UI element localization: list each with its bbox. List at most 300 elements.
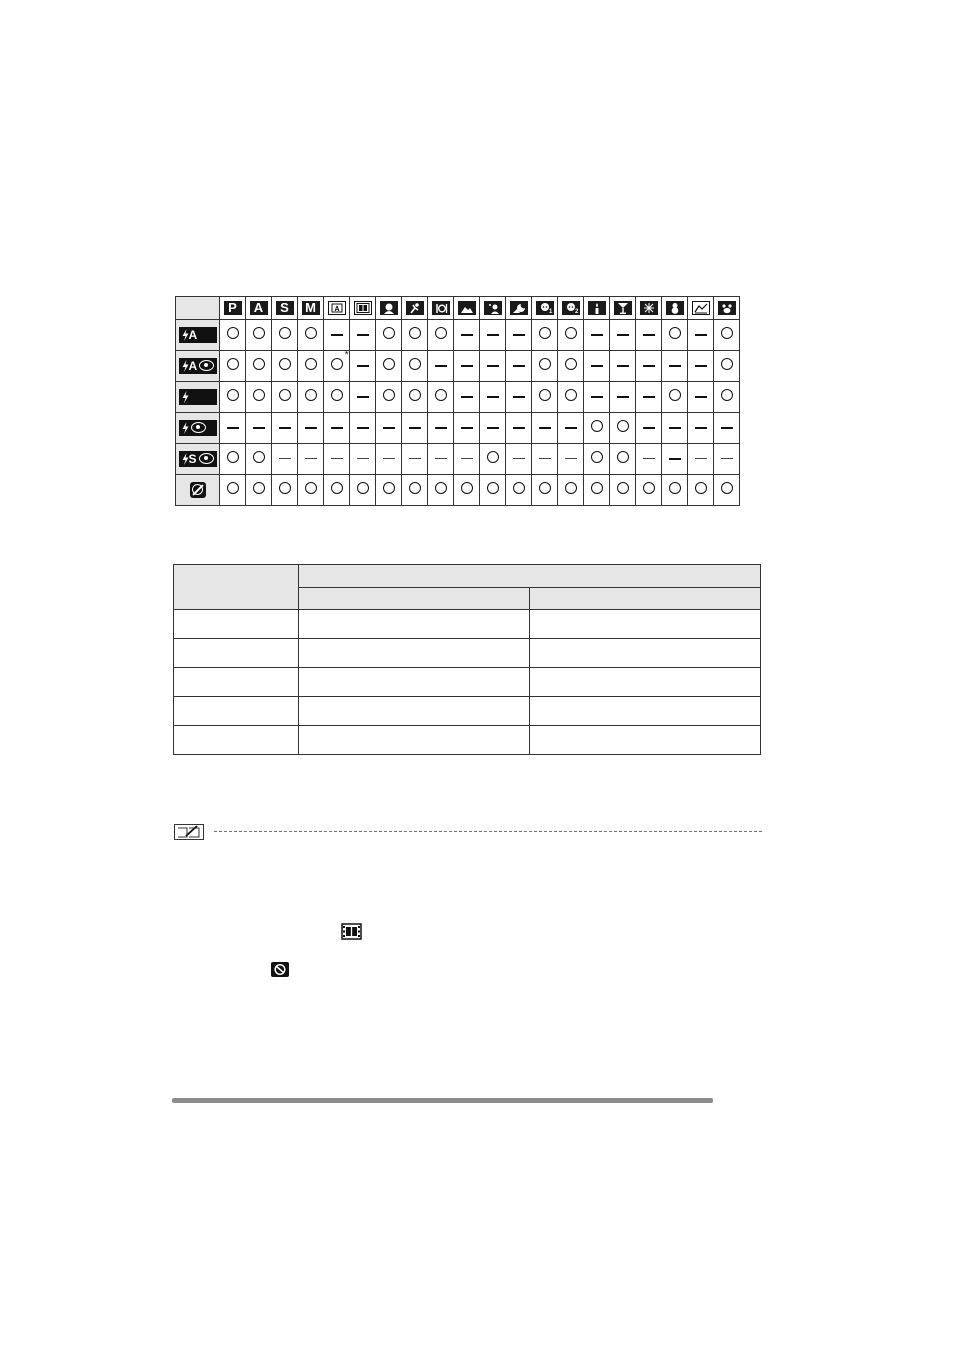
flash-mode-auto-cell (176, 320, 220, 351)
flash-row-auto (176, 320, 740, 351)
mode-aperture-icon: A (246, 297, 272, 320)
available-mark (591, 420, 603, 432)
available-mark (539, 358, 551, 370)
flash-row-forced-off (176, 475, 740, 506)
unavailable-mark (617, 396, 629, 398)
availability-cell (324, 475, 350, 506)
unavailable-mark (305, 458, 317, 459)
availability-cell (610, 382, 636, 413)
info-cell (530, 697, 761, 726)
availability-cell (272, 413, 298, 444)
availability-cell (246, 475, 272, 506)
availability-cell (350, 351, 376, 382)
mode-party-icon (610, 297, 636, 320)
availability-cell (688, 351, 714, 382)
flash-row-forced-on (176, 382, 740, 413)
unavailable-mark (695, 334, 707, 336)
available-mark (721, 389, 733, 401)
availability-cell (636, 382, 662, 413)
availability-cell (714, 475, 740, 506)
footer-rule (172, 1098, 713, 1103)
info-cell (299, 726, 530, 755)
available-mark (331, 482, 343, 494)
availability-cell (376, 351, 402, 382)
mode-portrait-icon (376, 297, 402, 320)
availability-cell (610, 475, 636, 506)
available-mark (721, 482, 733, 494)
info-cell (299, 610, 530, 639)
availability-cell (220, 382, 246, 413)
available-mark (669, 389, 681, 401)
flash-forced-on-red-eye-icon (179, 420, 217, 436)
unavailable-mark (513, 396, 525, 398)
unavailable-mark (591, 334, 603, 336)
availability-cell (298, 444, 324, 475)
availability-cell (662, 413, 688, 444)
unavailable-mark (487, 396, 499, 398)
availability-cell (454, 413, 480, 444)
availability-cell (376, 413, 402, 444)
unavailable-mark (357, 396, 369, 398)
unavailable-mark (487, 365, 499, 367)
available-mark (721, 327, 733, 339)
available-mark (383, 358, 395, 370)
flash-slow-sync-red-eye-icon (179, 451, 217, 467)
unavailable-mark (695, 458, 707, 459)
available-mark (253, 451, 265, 463)
unavailable-mark (461, 396, 473, 398)
available-mark (617, 451, 629, 463)
mode-baby1-icon (532, 297, 558, 320)
info-row (174, 697, 761, 726)
mode-shutter-icon: S (272, 297, 298, 320)
availability-cell (688, 413, 714, 444)
unavailable-mark (383, 427, 395, 429)
unavailable-mark (617, 365, 629, 367)
availability-cell (350, 320, 376, 351)
availability-cell (428, 320, 454, 351)
available-mark (305, 358, 317, 370)
mode-sports-icon (402, 297, 428, 320)
availability-cell (376, 475, 402, 506)
available-mark (539, 389, 551, 401)
available-mark (461, 482, 473, 494)
unavailable-mark (253, 427, 265, 429)
unavailable-mark (279, 458, 291, 459)
availability-cell (220, 320, 246, 351)
unavailable-mark (461, 334, 473, 336)
available-mark (305, 327, 317, 339)
unavailable-mark (357, 458, 369, 459)
available-mark (409, 482, 421, 494)
unavailable-mark (331, 427, 343, 429)
available-mark (409, 389, 421, 401)
available-mark (227, 327, 239, 339)
availability-cell (402, 351, 428, 382)
mode-motion-picture-icon (350, 297, 376, 320)
info-row (174, 610, 761, 639)
availability-cell (506, 320, 532, 351)
availability-cell (506, 382, 532, 413)
availability-cell (532, 351, 558, 382)
unavailable-mark (513, 334, 525, 336)
unavailable-mark (643, 365, 655, 367)
unavailable-mark (643, 427, 655, 429)
unavailable-mark (357, 334, 369, 336)
available-mark (487, 451, 499, 463)
unavailable-mark (539, 427, 551, 429)
availability-cell (402, 320, 428, 351)
mode-scenery-icon (454, 297, 480, 320)
unavailable-mark (279, 427, 291, 429)
available-mark (227, 482, 239, 494)
unavailable-mark (227, 427, 239, 429)
settings-table (173, 564, 761, 755)
unavailable-mark (669, 458, 681, 460)
unavailable-mark (513, 458, 525, 459)
flash-mode-label: A (188, 359, 198, 373)
available-mark (253, 358, 265, 370)
availability-cell (428, 351, 454, 382)
mode-auto-icon (324, 297, 350, 320)
availability-cell (272, 382, 298, 413)
availability-cell (688, 444, 714, 475)
unavailable-mark (461, 365, 473, 367)
availability-cell (584, 444, 610, 475)
availability-cell (350, 413, 376, 444)
availability-cell (558, 351, 584, 382)
available-mark (227, 358, 239, 370)
availability-cell (558, 444, 584, 475)
mode-fireworks-icon (636, 297, 662, 320)
available-mark (279, 358, 291, 370)
flash-auto-red-eye-icon (179, 358, 217, 374)
availability-cell (480, 351, 506, 382)
availability-cell (662, 382, 688, 413)
availability-cell (714, 351, 740, 382)
svg-text:1: 1 (548, 308, 552, 315)
availability-cell (298, 475, 324, 506)
red-eye-icon (199, 453, 214, 464)
mode-candle-icon (584, 297, 610, 320)
available-mark (409, 327, 421, 339)
unavailable-mark (721, 458, 733, 459)
availability-cell (532, 320, 558, 351)
availability-cell (662, 320, 688, 351)
mode-program-icon: P (220, 297, 246, 320)
availability-cell (246, 351, 272, 382)
unavailable-mark (539, 458, 551, 459)
info-row (174, 639, 761, 668)
unavailable-mark (487, 427, 499, 429)
available-mark (253, 327, 265, 339)
mode-night-scenery-icon (506, 297, 532, 320)
flash-mode-forced-off-cell (176, 475, 220, 506)
availability-cell (532, 475, 558, 506)
available-mark (253, 482, 265, 494)
availability-cell (272, 444, 298, 475)
info-row (174, 668, 761, 697)
available-mark (565, 327, 577, 339)
availability-cell (558, 382, 584, 413)
availability-cell (376, 444, 402, 475)
available-mark (227, 451, 239, 463)
unavailable-mark (435, 365, 447, 367)
flash-forced-on-icon (179, 389, 217, 405)
available-mark (305, 389, 317, 401)
unavailable-mark (565, 427, 577, 429)
mode-baby2-icon (558, 297, 584, 320)
info-cell (174, 639, 299, 668)
availability-cell (220, 444, 246, 475)
flash-mode-forced-on-red-eye-cell (176, 413, 220, 444)
availability-cell (428, 413, 454, 444)
availability-cell (246, 413, 272, 444)
unavailable-mark (383, 458, 395, 459)
available-mark (591, 482, 603, 494)
unavailable-mark (643, 334, 655, 336)
availability-cell (610, 413, 636, 444)
availability-cell (246, 444, 272, 475)
availability-cell (610, 351, 636, 382)
availability-cell (506, 351, 532, 382)
availability-cell (584, 351, 610, 382)
availability-cell (454, 475, 480, 506)
unavailable-mark (591, 365, 603, 367)
availability-cell (350, 444, 376, 475)
availability-cell (688, 320, 714, 351)
availability-cell (428, 444, 454, 475)
availability-cell (584, 413, 610, 444)
availability-cell (714, 320, 740, 351)
availability-cell (480, 382, 506, 413)
availability-cell (506, 475, 532, 506)
unavailable-mark (643, 458, 655, 459)
availability-cell (376, 320, 402, 351)
available-mark (331, 349, 349, 370)
unavailable-mark (331, 334, 343, 336)
available-mark (565, 358, 577, 370)
availability-cell (480, 320, 506, 351)
available-mark (279, 482, 291, 494)
info-header-cell (299, 587, 530, 610)
availability-cell (220, 413, 246, 444)
availability-cell (376, 382, 402, 413)
availability-cell (532, 444, 558, 475)
availability-cell (298, 320, 324, 351)
unavailable-mark (357, 365, 369, 367)
info-cell (299, 668, 530, 697)
availability-cell (714, 413, 740, 444)
availability-cell (246, 382, 272, 413)
unavailable-mark (591, 396, 603, 398)
unavailable-mark (409, 427, 421, 429)
flash-row-forced-on-red-eye (176, 413, 740, 444)
available-mark (279, 389, 291, 401)
availability-cell (220, 475, 246, 506)
flash-mode-label: S (188, 452, 197, 466)
availability-cell (454, 320, 480, 351)
availability-cell (272, 475, 298, 506)
availability-cell (324, 351, 350, 382)
unavailable-mark (357, 427, 369, 429)
availability-cell (558, 320, 584, 351)
availability-cell (636, 413, 662, 444)
availability-cell (688, 382, 714, 413)
unavailable-mark (643, 396, 655, 398)
availability-cell (402, 413, 428, 444)
mode-manual-icon: M (298, 297, 324, 320)
availability-cell (324, 444, 350, 475)
availability-cell (558, 475, 584, 506)
availability-cell (662, 444, 688, 475)
availability-cell (350, 382, 376, 413)
red-eye-icon (199, 360, 214, 371)
availability-cell (246, 320, 272, 351)
flash-row-auto-red-eye (176, 351, 740, 382)
availability-cell (324, 382, 350, 413)
unavailable-mark (695, 427, 707, 429)
availability-cell (506, 413, 532, 444)
info-cell (530, 726, 761, 755)
availability-cell (714, 444, 740, 475)
mode-snow-icon (662, 297, 688, 320)
unavailable-mark (695, 365, 707, 367)
svg-text:A: A (333, 305, 340, 313)
info-cell (174, 668, 299, 697)
unavailable-mark (721, 427, 733, 429)
info-row (174, 726, 761, 755)
unavailable-mark (617, 334, 629, 336)
availability-cell (480, 444, 506, 475)
mode-pet-icon (714, 297, 740, 320)
availability-cell (480, 475, 506, 506)
flash-forced-off-icon (190, 482, 206, 498)
info-header-cell (530, 587, 761, 610)
available-mark (227, 389, 239, 401)
availability-cell (584, 382, 610, 413)
availability-cell (298, 413, 324, 444)
available-mark (435, 327, 447, 339)
availability-cell (636, 320, 662, 351)
availability-cell (298, 382, 324, 413)
availability-cell (220, 351, 246, 382)
available-mark (565, 389, 577, 401)
asterisk-note: * (344, 349, 349, 361)
flash-auto-icon (179, 327, 217, 343)
red-eye-icon (191, 422, 206, 433)
flash-row-slow-sync-red-eye (176, 444, 740, 475)
flash-availability-table (175, 296, 740, 506)
availability-cell (324, 413, 350, 444)
flash-mode-forced-on-cell (176, 382, 220, 413)
info-cell (530, 610, 761, 639)
available-mark (487, 482, 499, 494)
info-cell (174, 610, 299, 639)
availability-cell (454, 382, 480, 413)
mode-food-icon (428, 297, 454, 320)
availability-cell (480, 413, 506, 444)
availability-cell (714, 382, 740, 413)
availability-cell (636, 351, 662, 382)
unavailable-mark (669, 427, 681, 429)
availability-cell (402, 475, 428, 506)
info-header-cell (299, 565, 761, 588)
info-cell (299, 697, 530, 726)
unavailable-mark (305, 427, 317, 429)
unavailable-mark (695, 396, 707, 398)
flash-mode-label: A (188, 328, 198, 342)
available-mark (383, 389, 395, 401)
availability-cell (272, 351, 298, 382)
availability-cell (272, 320, 298, 351)
unavailable-mark (513, 427, 525, 429)
unavailable-mark (435, 427, 447, 429)
flash-forced-off-icon (271, 962, 289, 982)
availability-cell (428, 382, 454, 413)
available-mark (253, 389, 265, 401)
available-mark (305, 482, 317, 494)
available-mark (383, 482, 395, 494)
info-cell (530, 668, 761, 697)
mode-night-portrait-icon (480, 297, 506, 320)
svg-text:2: 2 (574, 308, 578, 315)
info-cell (174, 726, 299, 755)
availability-cell (636, 444, 662, 475)
availability-cell (662, 351, 688, 382)
availability-cell (454, 444, 480, 475)
available-mark (617, 420, 629, 432)
available-mark (591, 451, 603, 463)
unavailable-mark (409, 458, 421, 459)
corner-cell (176, 297, 220, 320)
note-icon (174, 824, 204, 840)
motion-picture-icon (341, 923, 362, 945)
unavailable-mark (461, 427, 473, 429)
available-mark (565, 482, 577, 494)
mode-header-row (176, 297, 740, 320)
unavailable-mark (669, 365, 681, 367)
available-mark (357, 482, 369, 494)
unavailable-mark (461, 458, 473, 459)
available-mark (539, 327, 551, 339)
info-header-row-1 (174, 565, 761, 588)
available-mark (383, 327, 395, 339)
availability-cell (324, 320, 350, 351)
unavailable-mark (435, 458, 447, 459)
availability-cell (662, 475, 688, 506)
info-cell (174, 697, 299, 726)
availability-cell (532, 382, 558, 413)
note-divider (214, 831, 762, 832)
availability-cell (402, 444, 428, 475)
availability-cell (688, 475, 714, 506)
availability-cell (428, 475, 454, 506)
availability-cell (636, 475, 662, 506)
availability-cell (584, 320, 610, 351)
available-mark (643, 482, 655, 494)
availability-cell (610, 444, 636, 475)
unavailable-mark (487, 334, 499, 336)
available-mark (695, 482, 707, 494)
available-mark (279, 327, 291, 339)
available-mark (539, 482, 551, 494)
flash-mode-slow-sync-red-eye-cell (176, 444, 220, 475)
availability-cell (506, 444, 532, 475)
available-mark (669, 482, 681, 494)
info-cell (530, 639, 761, 668)
available-mark (435, 389, 447, 401)
